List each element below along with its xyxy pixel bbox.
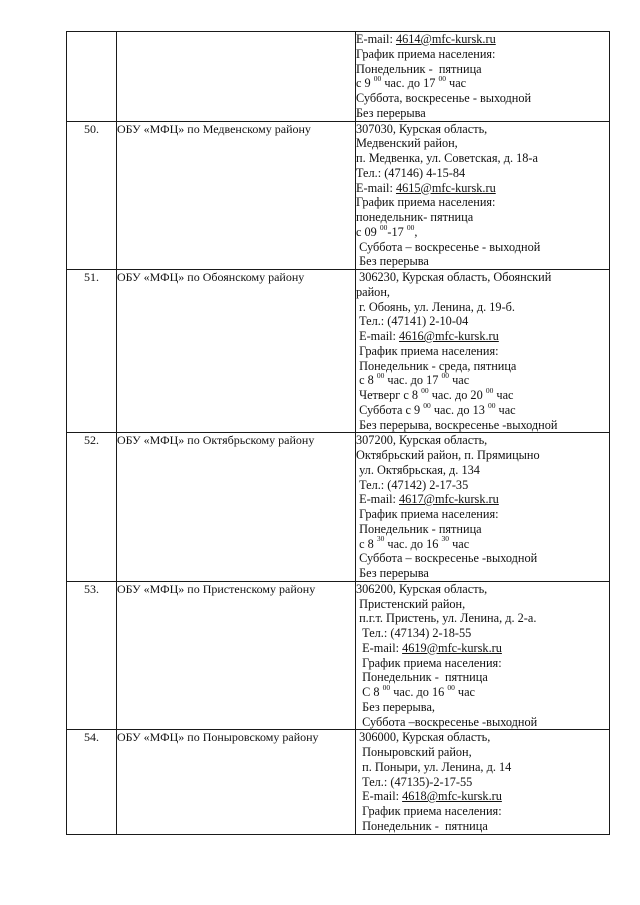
table-row — [67, 270, 610, 433]
info-line — [356, 656, 609, 671]
info-line — [356, 597, 609, 612]
info-text: п. Поныри, ул. Ленина, д. 14 — [356, 759, 512, 774]
contact-info — [356, 730, 610, 834]
info-text: с 09 — [356, 224, 380, 239]
info-line — [356, 534, 609, 552]
organization-name: ОБУ «МФЦ» по Поныровскому району — [117, 730, 356, 834]
info-text: 307200, Курская область, — [356, 433, 488, 448]
info-text: час. до 17 — [381, 76, 439, 91]
contact-info — [356, 433, 610, 582]
info-line — [356, 344, 609, 359]
info-line — [356, 670, 609, 685]
info-text: E-mail: — [356, 640, 403, 655]
time-superscript: 30 — [441, 534, 450, 544]
info-text: Медвенский район, — [356, 136, 458, 151]
info-line — [356, 626, 609, 641]
time-superscript: 00 — [373, 74, 382, 84]
info-text: час — [449, 536, 470, 551]
info-line — [356, 166, 609, 181]
info-text: 306230, Курская область, Обоянский — [356, 270, 552, 284]
info-line — [356, 32, 609, 47]
email-link[interactable]: 4617@mfc-kursk.ru — [399, 492, 499, 507]
time-superscript: 00 — [423, 400, 431, 410]
time-superscript: 00 — [379, 222, 388, 232]
time-superscript: 00 — [406, 222, 415, 232]
info-text: час. до 20 — [428, 388, 486, 402]
info-text: Суббота, воскресенье - выходной — [356, 91, 532, 105]
info-line — [356, 136, 609, 151]
info-line — [356, 418, 609, 433]
info-text: п. Медвенка, ул. Советская, д. 18-а — [356, 151, 538, 165]
info-text: час — [493, 388, 514, 402]
info-text: E-mail: — [356, 789, 403, 804]
info-text: понедельник- пятница — [356, 210, 474, 224]
info-text: График приема населения: — [356, 343, 499, 358]
info-line — [356, 47, 609, 62]
row-number: 54. — [67, 730, 117, 834]
info-text: Без перерыва, воскресенье -выходной — [356, 417, 558, 432]
info-line — [356, 195, 609, 210]
info-text: Тел.: (47142) 2-17-35 — [356, 477, 469, 492]
info-text: Понедельник - среда, пятница — [356, 358, 517, 373]
email-link[interactable]: 4614@mfc-kursk.ru — [395, 32, 496, 46]
info-line — [356, 314, 609, 329]
info-line — [356, 285, 609, 300]
info-text: час. до 17 — [384, 373, 442, 388]
info-text: E-mail: — [356, 329, 400, 343]
row-number: 53. — [67, 581, 117, 730]
time-superscript: 00 — [485, 385, 494, 395]
info-line — [356, 151, 609, 166]
email-link[interactable]: 4615@mfc-kursk.ru — [395, 180, 496, 195]
info-line — [356, 210, 609, 225]
organization-name — [117, 32, 356, 122]
organization-name: ОБУ «МФЦ» по Пристенскому району — [117, 581, 356, 730]
info-text: Тел.: (47141) 2-10-04 — [356, 314, 469, 329]
mfc-offices-table — [66, 31, 610, 835]
organization-name: ОБУ «МФЦ» по Октябрьскому району — [117, 433, 356, 582]
table-row — [67, 581, 610, 730]
table-body — [67, 32, 610, 835]
info-line — [356, 789, 609, 804]
info-text: E-mail: — [356, 492, 400, 507]
row-number — [67, 32, 117, 122]
info-text: График приема населения: — [356, 507, 499, 521]
info-line — [356, 478, 609, 493]
info-line — [356, 700, 609, 715]
email-link[interactable]: 4619@mfc-kursk.ru — [402, 640, 502, 655]
time-superscript: 00 — [441, 371, 450, 381]
info-text: час. до 16 — [384, 536, 442, 551]
info-line — [356, 270, 609, 285]
info-text: Без перерыва — [356, 566, 429, 580]
info-text: г. Обоянь, ул. Ленина, д. 19-б. — [356, 299, 516, 314]
contact-info — [356, 121, 610, 270]
info-text: час — [454, 685, 476, 699]
info-text: Четверг с 8 — [356, 388, 422, 402]
info-line — [356, 804, 609, 819]
info-text: С 8 — [356, 685, 383, 699]
info-text: Поныровский район, — [356, 745, 472, 759]
info-text: час — [449, 373, 470, 388]
info-text: Тел.: (47134) 2-18-55 — [356, 626, 472, 640]
info-line — [356, 463, 609, 478]
info-text: График приема населения: — [356, 195, 496, 210]
info-text: 306000, Курская область, — [356, 730, 491, 745]
contact-info — [356, 581, 610, 730]
info-line — [356, 715, 609, 730]
info-line — [356, 611, 609, 626]
info-text: , — [414, 224, 418, 239]
email-link[interactable]: 4618@mfc-kursk.ru — [402, 789, 502, 804]
info-text: с 8 — [356, 373, 377, 388]
info-line — [356, 448, 609, 463]
info-text: График приема населения: — [356, 804, 502, 818]
info-line — [356, 76, 609, 91]
info-text: Понедельник - пятница — [356, 818, 488, 833]
info-line — [356, 551, 609, 566]
time-superscript: 00 — [487, 400, 496, 410]
time-superscript: 00 — [382, 682, 391, 692]
time-superscript: 30 — [376, 534, 385, 544]
info-text: -17 — [387, 224, 407, 239]
info-text: График приема населения: — [356, 46, 496, 61]
info-line — [356, 62, 609, 77]
info-text: 307030, Курская область, — [356, 121, 488, 136]
info-line — [356, 385, 609, 403]
contact-info — [356, 32, 610, 122]
contact-info — [356, 270, 610, 433]
info-text: 306200, Курская область, — [356, 581, 488, 596]
info-text: час. до 13 — [430, 402, 488, 417]
info-line — [356, 359, 609, 374]
email-link[interactable]: 4616@mfc-kursk.ru — [399, 329, 499, 343]
table-row — [67, 730, 610, 834]
info-text: час — [495, 402, 516, 417]
info-line — [356, 254, 609, 269]
info-line — [356, 329, 609, 344]
time-superscript: 00 — [376, 371, 385, 381]
info-text: район, — [356, 284, 390, 299]
organization-name: ОБУ «МФЦ» по Обоянскому району — [117, 270, 356, 433]
info-text: час — [445, 76, 467, 91]
info-text: Суббота с 9 — [356, 402, 424, 417]
time-superscript: 00 — [438, 74, 446, 84]
table-row — [67, 433, 610, 582]
info-text: п.г.т. Пристень, ул. Ленина, д. 2-а. — [356, 611, 537, 626]
info-line — [356, 730, 609, 745]
info-text: Тел.: (47146) 4-15-84 — [356, 165, 466, 180]
info-line — [356, 507, 609, 522]
info-text: Понедельник - пятница — [356, 670, 488, 685]
info-line — [356, 682, 609, 700]
row-number: 52. — [67, 433, 117, 582]
info-line — [356, 300, 609, 315]
info-text: Понедельник - пятница — [356, 521, 482, 536]
info-text: Суббота – воскресенье -выходной — [356, 551, 538, 566]
info-line — [356, 433, 609, 448]
info-text: Суббота – воскресенье - выходной — [356, 239, 541, 254]
table-row — [67, 121, 610, 270]
info-text: Октябрьский район, п. Прямицыно — [356, 448, 540, 462]
row-number: 51. — [67, 270, 117, 433]
info-line — [356, 91, 609, 106]
info-text: Без перерыва, — [356, 699, 435, 714]
table-row — [67, 32, 610, 122]
info-text: E-mail: — [356, 32, 396, 46]
info-text: Без перерыва — [356, 254, 429, 269]
info-line — [356, 240, 609, 255]
info-text: Пристенский район, — [356, 596, 466, 611]
info-line — [356, 745, 609, 760]
time-superscript: 00 — [421, 385, 429, 395]
info-line — [356, 522, 609, 537]
info-text: E-mail: — [356, 180, 396, 195]
info-line — [356, 760, 609, 775]
info-line — [356, 181, 609, 196]
info-text: Понедельник - пятница — [356, 61, 482, 76]
info-line — [356, 641, 609, 656]
info-text: Суббота –воскресенье -выходной — [356, 714, 538, 729]
info-line — [356, 492, 609, 507]
info-text: ул. Октябрьская, д. 134 — [356, 462, 480, 477]
info-text: График приема населения: — [356, 655, 502, 670]
info-line — [356, 122, 609, 137]
row-number: 50. — [67, 121, 117, 270]
organization-name: ОБУ «МФЦ» по Медвенскому району — [117, 121, 356, 270]
info-line — [356, 222, 609, 240]
info-line — [356, 582, 609, 597]
info-text: с 8 — [356, 536, 377, 551]
info-line — [356, 775, 609, 790]
info-text: Без перерыва — [356, 105, 426, 120]
info-line — [356, 566, 609, 581]
time-superscript: 00 — [447, 682, 455, 692]
info-text: с 9 — [356, 76, 374, 91]
info-line — [356, 373, 609, 388]
info-line — [356, 106, 609, 121]
info-text: час. до 16 — [390, 685, 448, 699]
info-line — [356, 400, 609, 418]
info-line — [356, 819, 609, 834]
info-text: Тел.: (47135)-2-17-55 — [356, 774, 473, 789]
